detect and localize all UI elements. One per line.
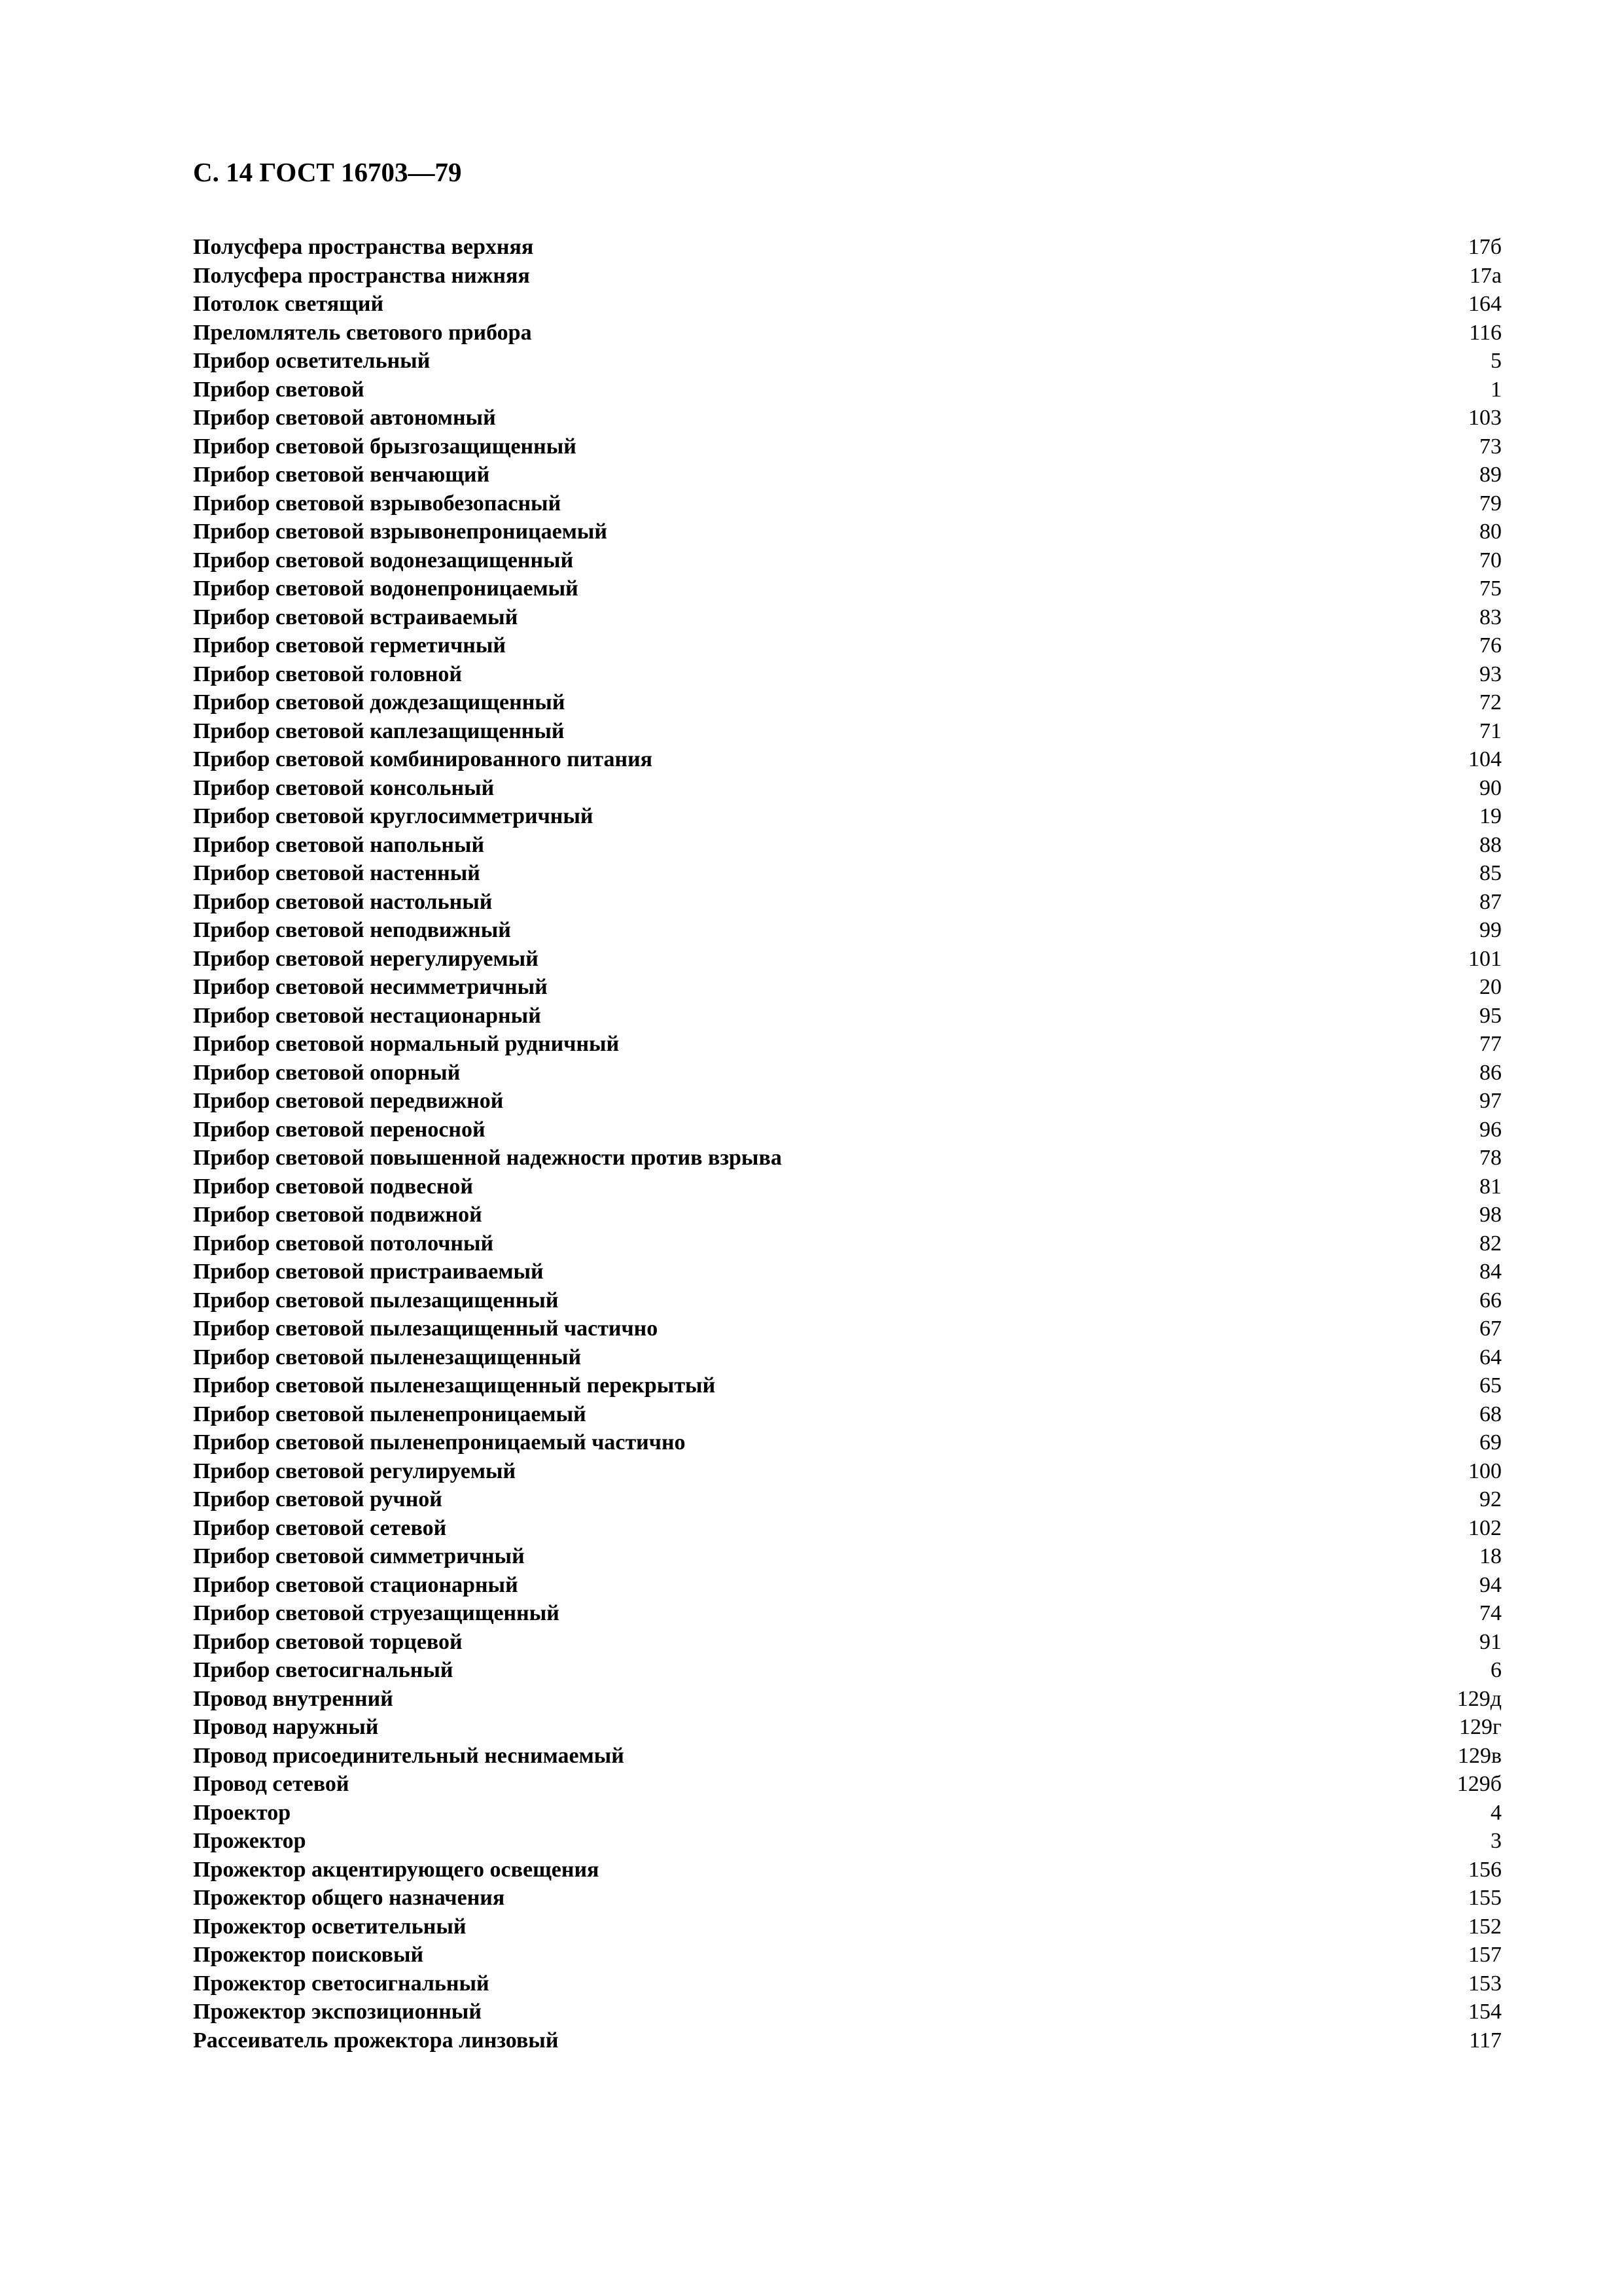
index-term: Прибор световой консольный [193,775,495,800]
index-term: Прожектор общего назначения [193,1886,505,1910]
index-entry [193,1770,1502,1799]
index-entry [193,1258,1502,1286]
index-term: Прибор световой настенный [193,861,480,885]
index-term: Прожектор экспозиционный [193,2000,482,2024]
index-reference-number: 65 [1479,1373,1502,1398]
index-reference-number: 96 [1479,1117,1502,1142]
index-entry [193,888,1502,917]
index-reference-number: 71 [1479,718,1502,743]
page-header: С. 14 ГОСТ 16703—79 [193,157,462,187]
index-reference-number: 5 [1491,349,1502,373]
index-term: Прибор световой [193,377,364,402]
index-entry [193,745,1502,774]
index-term: Преломлятель светового прибора [193,320,532,345]
index-term: Прибор световой водонепроницаемый [193,576,578,601]
index-term: Прибор световой нерегулируемый [193,946,538,971]
index-entry [193,1002,1502,1031]
index-entry [193,1884,1502,1913]
index-entry [193,290,1502,319]
index-reference-number: 67 [1479,1316,1502,1341]
index-entry [193,1087,1502,1116]
index-term: Полусфера пространства нижняя [193,263,530,288]
index-reference-number: 93 [1479,662,1502,686]
index-reference-number: 76 [1479,633,1502,658]
index-entry [193,1286,1502,1315]
index-entry [193,1799,1502,1828]
index-term: Прибор световой настольный [193,889,493,914]
index-entry [193,262,1502,291]
index-reference-number: 83 [1479,605,1502,629]
index-reference-number: 70 [1479,548,1502,573]
index-entry [193,1685,1502,1714]
index-entry [193,319,1502,347]
index-term: Прибор световой напольный [193,832,485,857]
index-entry [193,603,1502,632]
index-reference-number: 6 [1491,1658,1502,1682]
index-entry [193,1856,1502,1884]
index-entry [193,1457,1502,1486]
index-reference-number: 89 [1479,463,1502,487]
index-term: Прибор световой несимметричный [193,975,548,999]
index-reference-number: 80 [1479,520,1502,544]
index-reference-number: 17б [1468,235,1502,259]
index-entry [193,1913,1502,1941]
index-reference-number: 74 [1479,1601,1502,1625]
index-term: Полусфера пространства верхняя [193,235,534,259]
index-term: Прибор световой пыленепроницаемый [193,1402,586,1426]
index-term: Провод внутренний [193,1686,393,1711]
index-reference-number: 153 [1468,1971,1502,1996]
index-reference-number: 72 [1479,690,1502,715]
index-entry [193,546,1502,575]
index-term: Прожектор светосигнальный [193,1971,489,1996]
index-reference-number: 64 [1479,1345,1502,1369]
index-entry [193,347,1502,376]
index-reference-number: 102 [1468,1515,1502,1540]
index-reference-number: 129д [1456,1686,1502,1711]
index-reference-number: 77 [1479,1032,1502,1056]
index-reference-number: 91 [1479,1629,1502,1654]
index-entry [193,1514,1502,1543]
index-term: Прибор световой пристраиваемый [193,1260,544,1284]
index-entry [193,945,1502,974]
index-reference-number: 81 [1479,1174,1502,1199]
index-entry [193,1742,1502,1771]
index-reference-number: 116 [1469,320,1502,345]
index-reference-number: 97 [1479,1089,1502,1113]
index-term: Прибор световой взрывонепроницаемый [193,520,608,544]
index-reference-number: 129б [1456,1772,1502,1796]
index-term: Потолок светящий [193,292,384,316]
index-term: Прожектор поисковый [193,1943,424,1967]
index-term: Прибор световой пыленезащищенный перекрытый [193,1373,716,1398]
index-term: Прибор световой герметичный [193,633,506,658]
index-reference-number: 100 [1468,1458,1502,1483]
index-term: Прожектор [193,1829,306,1853]
index-reference-number: 69 [1479,1430,1502,1455]
index-entry [193,1713,1502,1742]
index-reference-number: 1 [1491,377,1502,402]
index-term: Прибор световой переносной [193,1117,485,1142]
index-entry [193,774,1502,803]
index-term: Прибор световой струезащищенный [193,1601,559,1625]
index-reference-number: 117 [1469,2028,1502,2053]
index-term: Прибор световой симметричный [193,1544,525,1568]
index-entry [193,1229,1502,1258]
index-term: Прибор световой автономный [193,406,496,430]
index-reference-number: 95 [1479,1003,1502,1028]
index-term: Прибор световой неподвижный [193,918,511,942]
index-term: Прибор световой регулируемый [193,1458,516,1483]
index-entry [193,1144,1502,1173]
index-reference-number: 85 [1479,861,1502,885]
index-reference-number: 156 [1468,1857,1502,1882]
index-term: Прибор световой пыленепроницаемый частично [193,1430,686,1455]
index-entry [193,916,1502,945]
index-entry [193,1656,1502,1685]
index-term: Прибор световой потолочный [193,1231,494,1256]
index-term: Прибор световой дождезащищенный [193,690,565,715]
index-term: Прибор световой передвижной [193,1089,504,1113]
index-entry [193,1173,1502,1201]
index-reference-number: 103 [1468,406,1502,430]
index-term: Прибор световой ручной [193,1487,442,1511]
index-entry [193,1628,1502,1657]
index-reference-number: 17а [1469,263,1502,288]
index-term: Прибор световой опорный [193,1060,461,1085]
index-entry [193,489,1502,518]
index-term: Прибор световой подвесной [193,1174,474,1199]
index-term: Прибор световой венчающий [193,463,490,487]
index-term: Прибор световой встраиваемый [193,605,518,629]
index-entry [193,1059,1502,1087]
index-entry [193,518,1502,546]
index-entry [193,233,1502,262]
index-reference-number: 19 [1479,804,1502,828]
index-term: Прожектор акцентирующего освещения [193,1857,599,1882]
index-entry [193,1998,1502,2026]
index-entry [193,973,1502,1002]
index-entry [193,376,1502,404]
index-term: Рассеиватель прожектора линзовый [193,2028,559,2053]
index-reference-number: 75 [1479,576,1502,601]
index-term: Прибор световой сетевой [193,1515,447,1540]
index-reference-number: 129в [1457,1743,1502,1768]
index-term: Прибор световой пылезащищенный частично [193,1316,658,1341]
index-reference-number: 84 [1479,1260,1502,1284]
index-entry [193,2026,1502,2055]
index-entry [193,688,1502,717]
index-entry [193,1599,1502,1628]
index-entry [193,717,1502,746]
index-reference-number: 155 [1468,1886,1502,1910]
index-entry [193,859,1502,888]
index-term: Прибор световой подвижной [193,1203,482,1227]
index-term: Прибор световой нормальный рудничный [193,1032,620,1056]
index-entry [193,1400,1502,1429]
term-index-list [193,233,1502,2055]
index-term: Проектор [193,1800,291,1825]
index-term: Прибор световой брызгозащищенный [193,434,576,459]
index-reference-number: 73 [1479,434,1502,459]
index-term: Прибор осветительный [193,349,431,373]
index-entry [193,631,1502,660]
index-reference-number: 78 [1479,1146,1502,1170]
index-reference-number: 104 [1468,747,1502,771]
index-reference-number: 3 [1491,1829,1502,1853]
index-term: Прибор световой пыленезащищенный [193,1345,582,1369]
index-reference-number: 101 [1468,946,1502,971]
index-entry [193,1969,1502,1998]
index-reference-number: 92 [1479,1487,1502,1511]
index-entry [193,1571,1502,1600]
index-entry [193,1542,1502,1571]
index-reference-number: 129г [1459,1715,1502,1739]
index-entry [193,1428,1502,1457]
index-reference-number: 99 [1479,918,1502,942]
index-entry [193,1941,1502,1969]
index-reference-number: 86 [1479,1060,1502,1085]
index-term: Прибор световой взрывобезопасный [193,491,561,516]
index-reference-number: 154 [1468,2000,1502,2024]
index-reference-number: 88 [1479,832,1502,857]
index-reference-number: 152 [1468,1914,1502,1939]
index-entry [193,831,1502,860]
index-term: Прибор световой каплезащищенный [193,718,565,743]
index-reference-number: 18 [1479,1544,1502,1568]
index-reference-number: 87 [1479,889,1502,914]
index-entry [193,1371,1502,1400]
index-term: Провод присоединительный неснимаемый [193,1743,624,1768]
index-term: Прибор световой круглосимметричный [193,804,593,828]
index-term: Прожектор осветительный [193,1914,467,1939]
index-entry [193,433,1502,461]
index-entry [193,1201,1502,1229]
index-entry [193,1315,1502,1343]
index-reference-number: 157 [1468,1943,1502,1967]
index-entry [193,574,1502,603]
index-reference-number: 20 [1479,975,1502,999]
index-term: Провод наружный [193,1715,379,1739]
index-reference-number: 4 [1491,1800,1502,1825]
index-reference-number: 66 [1479,1288,1502,1313]
index-term: Прибор световой пылезащищенный [193,1288,559,1313]
index-term: Прибор световой стационарный [193,1572,518,1597]
index-term: Прибор световой комбинированного питания [193,747,653,771]
index-reference-number: 98 [1479,1203,1502,1227]
index-term: Прибор световой торцевой [193,1629,463,1654]
index-entry [193,660,1502,689]
index-entry [193,1030,1502,1059]
index-entry [193,461,1502,489]
index-term: Прибор световой нестационарный [193,1003,541,1028]
index-entry [193,1827,1502,1856]
index-reference-number: 90 [1479,775,1502,800]
index-entry [193,1485,1502,1514]
index-reference-number: 79 [1479,491,1502,516]
index-term: Провод сетевой [193,1772,349,1796]
index-term: Прибор светосигнальный [193,1658,453,1682]
index-entry [193,404,1502,433]
index-reference-number: 68 [1479,1402,1502,1426]
index-entry [193,1343,1502,1372]
index-reference-number: 82 [1479,1231,1502,1256]
index-term: Прибор световой головной [193,662,462,686]
index-reference-number: 94 [1479,1572,1502,1597]
index-reference-number: 164 [1468,292,1502,316]
index-term: Прибор световой водонезащищенный [193,548,574,573]
index-entry [193,1116,1502,1144]
index-entry [193,802,1502,831]
index-term: Прибор световой повышенной надежности против взрыва [193,1146,782,1170]
